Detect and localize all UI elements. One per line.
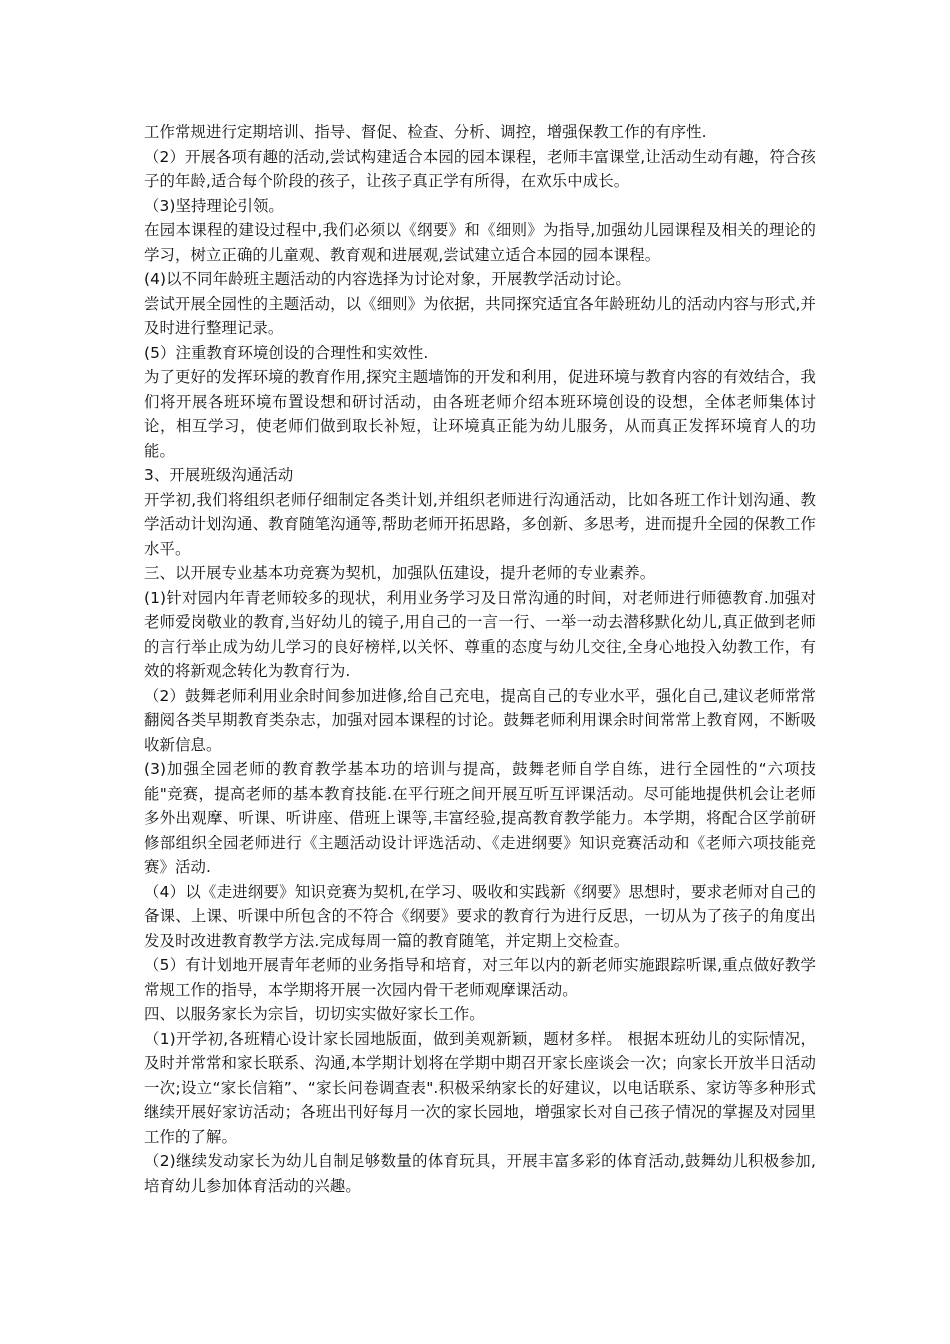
section-heading-skills-contest: 三、以开展专业基本功竞赛为契机，加强队伍建设，提升老师的专业素养。	[144, 564, 656, 582]
paragraph-knowledge-contest: （4）以《走进纲要》知识竞赛为契机,在学习、吸收和实践新《纲要》思想时，要求老师对自己的备课、上课、听课中所包含的不符合《纲要》要求的教育行为进行反思，一切从为了孩子的角度出发及时改进教育教学方法.完成每周一篇的教育随笔，并定期上交检查。	[144, 882, 816, 950]
paragraph-age-group-heading: (4)以不同年龄班主题活动的内容选择为讨论对象，开展教学活动讨论。	[144, 270, 631, 288]
paragraph-teacher-ethics: (1)针对园内年青老师较多的现状，利用业务学习及日常沟通的时间，对老师进行师德教育.加强对老师爱岗敬业的教育,当好幼儿的镜子,用自己的一言一行、一举一动去潜移默化幼儿,真正做到老师的言行举止成为幼儿学习的良好榜样,以关怀、尊重的态度与幼儿交往,全身心地投入幼教工作，有效的将新观念转化为教育行为.	[144, 588, 816, 680]
paragraph-theme-activities: 尝试开展全园性的主题活动，以《细则》为依据，共同探究适宜各年龄班幼儿的活动内容与形式,并及时进行整理记录。	[144, 294, 816, 337]
paragraph-training-routine: 工作常规进行定期培训、指导、督促、检查、分析、调控，增强保教工作的有序性.	[144, 123, 707, 141]
paragraph-young-teachers: （5）有计划地开展青年老师的业务指导和培育，对三年以内的新老师实施跟踪听课,重点做好教学常规工作的指导，本学期将开展一次园内骨干老师观摩课活动。	[144, 956, 816, 999]
paragraph-parent-communication: （1)开学初,各班精心设计家长园地版面，做到美观新颖，题材多样。 根据本班幼儿的实际情况，及时并常常和家长联系、沟通,本学期计划将在学期中期召开家长座谈会一次；向家长开放半日活动一次;设立“家长信箱”、“家长问卷调查表".积极采纳家长的好建议，以电话联系、家访等多种形式继续开展好家访活动；各班出刊好每月一次的家长园地，增强家长对自己孩子情况的掌握及对园里工作的了解。	[144, 1029, 816, 1146]
document-page	[144, 120, 816, 1198]
paragraph-theory-heading: （3)坚持理论引领。	[144, 196, 284, 215]
paragraph-semester-plans: 开学初,我们将组织老师仔细制定各类计划,并组织老师进行沟通活动，比如各班工作计划沟通、教学活动计划沟通、教育随笔沟通等,帮助老师开拓思路，多创新、多思考，进而提升全园的保教工作水平。	[144, 490, 816, 558]
paragraph-curriculum-building: 在园本课程的建设过程中,我们必须以《纲要》和《细则》为指导,加强幼儿园课程及相关的理论的学习，树立正确的儿童观、教育观和进展观,尝试建立适合本园的园本课程。	[144, 221, 816, 264]
paragraph-sports-toys: （2)继续发动家长为幼儿自制足够数量的体育玩具，开展丰富多彩的体育活动,鼓舞幼儿积极参加,培育幼儿参加体育活动的兴趣。	[144, 1152, 816, 1195]
paragraph-interesting-activities: （2）开展各项有趣的活动,尝试构建适合本园的园本课程，老师丰富课堂,让活动生动有趣，符合孩子的年龄,适合每个阶段的孩子，让孩子真正学有所得，在欢乐中成长。	[144, 147, 816, 190]
section-heading-class-communication: 3、开展班级沟通活动	[144, 466, 294, 484]
paragraph-environment-body: 为了更好的发挥环境的教育作用,探究主题墙饰的开发和利用，促进环境与教育内容的有效结合，我们将开展各班环境布置设想和研讨活动，由各班老师介绍本班环境创设的设想，全体老师集体讨论，相互学习，使老师们做到取长补短，让环境真正能为幼儿服务，从而真正发挥环境育人的功能。	[144, 368, 816, 460]
section-heading-parent-service: 四、以服务家长为宗旨，切切实实做好家长工作。	[144, 1005, 485, 1023]
paragraph-further-study: （2）鼓舞老师利用业余时间参加进修,给自己充电，提高自己的专业水平，强化自己,建议老师常常翻阅各类早期教育类杂志，加强对园本课程的讨论。鼓舞老师利用课余时间常常上教育网，不断吸收新信息。	[144, 686, 816, 754]
paragraph-environment-heading: (5）注重教育环境创设的合理性和实效性.	[144, 343, 429, 362]
paragraph-basic-skills-training: (3)加强全园老师的教育教学基本功的培训与提高，鼓舞老师自学自练，进行全园性的“六项技能"竞赛，提高老师的基本教育技能.在平行班之间开展互听互评课活动。尽可能地提供机会让老师多外出观摩、听课、听讲座、借班上课等,丰富经验,提高教育教学能力。本学期，将配合区学前研修部组织全园老师进行《主题活动设计评选活动、《走进纲要》知识竞赛活动和《老师六项技能竞赛》活动.	[144, 760, 816, 876]
